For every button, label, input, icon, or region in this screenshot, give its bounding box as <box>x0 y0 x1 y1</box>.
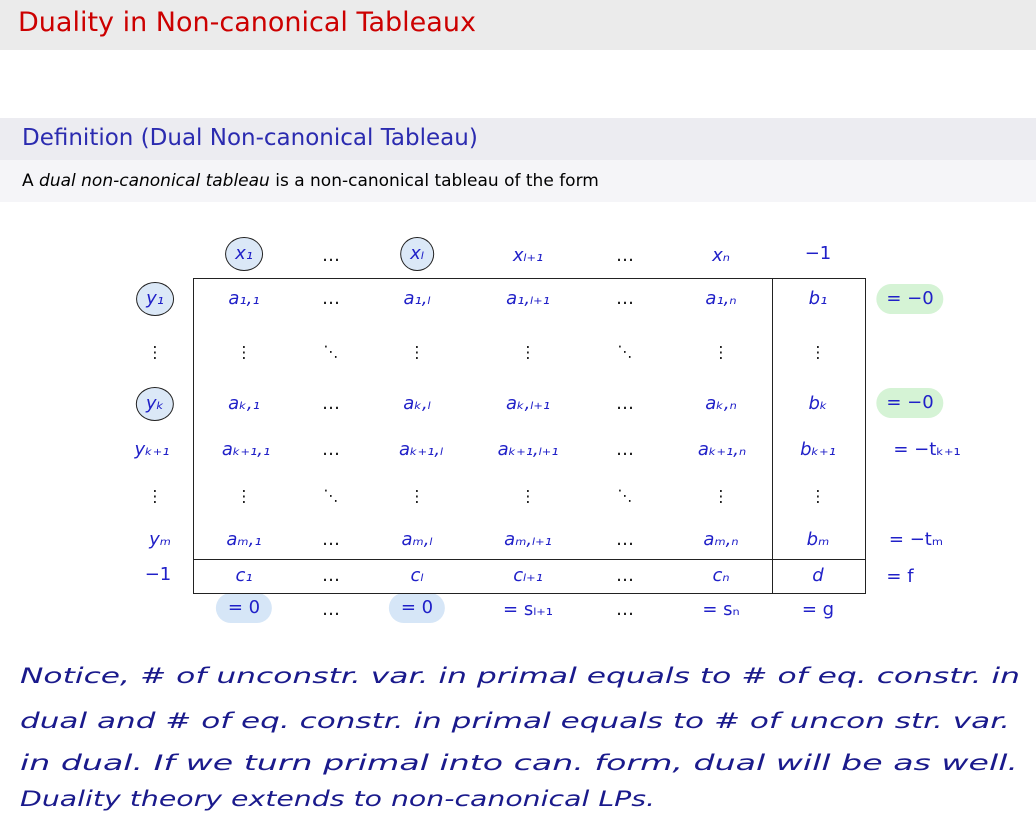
cell-a11: a₁,₁ <box>228 288 260 309</box>
cell-ddots: ⋱ <box>323 342 339 361</box>
cell-dots: … <box>616 439 634 460</box>
cell-ak1n: aₖ₊₁,ₙ <box>697 439 747 460</box>
cell-cl1: cₗ₊₁ <box>513 565 543 586</box>
col-label-xn: xₙ <box>712 245 730 266</box>
cell-vdots: ⋮ <box>520 342 536 362</box>
cell-cl: cₗ <box>410 565 424 586</box>
cell-am1: aₘ,₁ <box>226 529 262 550</box>
col-label-x1: x₁ <box>225 237 263 271</box>
cell-dots: … <box>322 439 340 460</box>
cell-dots: … <box>322 529 340 550</box>
cell-ak1: aₖ,₁ <box>228 393 260 414</box>
cell-bk: bₖ <box>808 393 828 414</box>
cell-ddots: ⋱ <box>323 486 339 505</box>
right-label-rowk1: = −tₖ₊₁ <box>893 439 961 460</box>
bottom-label-g: = g <box>801 599 835 620</box>
cell-cn: cₙ <box>712 565 730 586</box>
cell-c1: c₁ <box>235 565 253 586</box>
cell-dots: … <box>616 288 634 309</box>
row-label-y1: y₁ <box>136 282 174 316</box>
note-line-1: Notice, # of unconstr. var. in primal equals to # of eq. constr. in <box>20 664 1020 688</box>
definition-text-post: is a non-canonical tableau of the form <box>269 171 599 191</box>
cell-vdots: ⋮ <box>713 342 729 362</box>
cell-ak1l1: aₖ₊₁,ₗ₊₁ <box>497 439 559 460</box>
cell-a1l1: a₁,ₗ₊₁ <box>506 288 550 309</box>
cell-ak1l: aₖ₊₁,ₗ <box>398 439 444 460</box>
bottom-label-l: = 0 <box>389 593 445 623</box>
row-label-ym: yₘ <box>149 529 171 550</box>
cell-akl: aₖ,ₗ <box>403 393 431 414</box>
col-label-xl: xₗ <box>400 237 434 271</box>
slide-title: Duality in Non-canonical Tableaux <box>18 7 476 38</box>
cell-bm: bₘ <box>806 529 830 550</box>
col-label-xl1: xₗ₊₁ <box>512 245 544 266</box>
cell-dots: … <box>322 393 340 414</box>
row-label-vdots2: ⋮ <box>147 486 163 506</box>
cell-vdots: ⋮ <box>409 486 425 506</box>
cell-ddots: ⋱ <box>617 342 633 361</box>
definition-title: Definition (Dual Non-canonical Tableau) <box>22 125 478 151</box>
definition-text-pre: A <box>22 171 40 191</box>
row-label-vdots: ⋮ <box>147 342 163 362</box>
right-label-row1: = −0 <box>876 284 943 314</box>
bottom-label-l1: = sₗ₊₁ <box>503 599 553 620</box>
cell-aml1: aₘ,ₗ₊₁ <box>504 529 552 550</box>
right-label-rowm: = −tₘ <box>888 529 944 550</box>
cell-a1n: a₁,ₙ <box>705 288 737 309</box>
cell-bk1: bₖ₊₁ <box>800 439 836 460</box>
cell-a1l: a₁,ₗ <box>403 288 431 309</box>
cell-dots: … <box>616 529 634 550</box>
cell-vdots: ⋮ <box>810 486 826 506</box>
cell-vdots: ⋮ <box>409 342 425 362</box>
cell-ak11: aₖ₊₁,₁ <box>221 439 271 460</box>
col-label-dots2: … <box>616 245 634 266</box>
cell-dots: … <box>322 565 340 586</box>
bottom-label-1: = 0 <box>216 593 272 623</box>
cell-akn: aₖ,ₙ <box>705 393 737 414</box>
col-label-dots: … <box>322 245 340 266</box>
row-label-minus1: −1 <box>144 564 172 585</box>
right-label-rowk: = −0 <box>876 388 943 418</box>
note-line-4: Duality theory extends to non-canonical LPs. <box>20 787 655 811</box>
definition-term: dual non-canonical tableau <box>39 171 270 191</box>
bottom-label-dots: … <box>322 599 340 620</box>
right-label-obj: = f <box>886 566 914 587</box>
cell-b1: b₁ <box>808 288 828 309</box>
cell-ddots: ⋱ <box>617 486 633 505</box>
cell-vdots: ⋮ <box>713 486 729 506</box>
row-label-yk: yₖ <box>136 387 174 421</box>
note-line-3: in dual. If we turn primal into can. form, dual will be as well. <box>20 751 1018 775</box>
cell-akl1: aₖ,ₗ₊₁ <box>505 393 551 414</box>
cell-dots: … <box>322 288 340 309</box>
bottom-label-n: = sₙ <box>702 599 740 620</box>
cell-vdots: ⋮ <box>236 342 252 362</box>
cell-dots: … <box>616 565 634 586</box>
cell-aml: aₘ,ₗ <box>401 529 433 550</box>
cell-vdots: ⋮ <box>520 486 536 506</box>
cell-d: d <box>812 565 824 586</box>
cell-vdots: ⋮ <box>810 342 826 362</box>
bottom-label-dots2: … <box>616 599 634 620</box>
cell-dots: … <box>616 393 634 414</box>
cell-amn: aₘ,ₙ <box>703 529 739 550</box>
row-label-yk1: yₖ₊₁ <box>134 439 170 460</box>
note-line-2: dual and # of eq. constr. in primal equals to # of uncon str. var. <box>20 709 1010 733</box>
col-label-minus1: −1 <box>804 243 832 264</box>
cell-vdots: ⋮ <box>236 486 252 506</box>
